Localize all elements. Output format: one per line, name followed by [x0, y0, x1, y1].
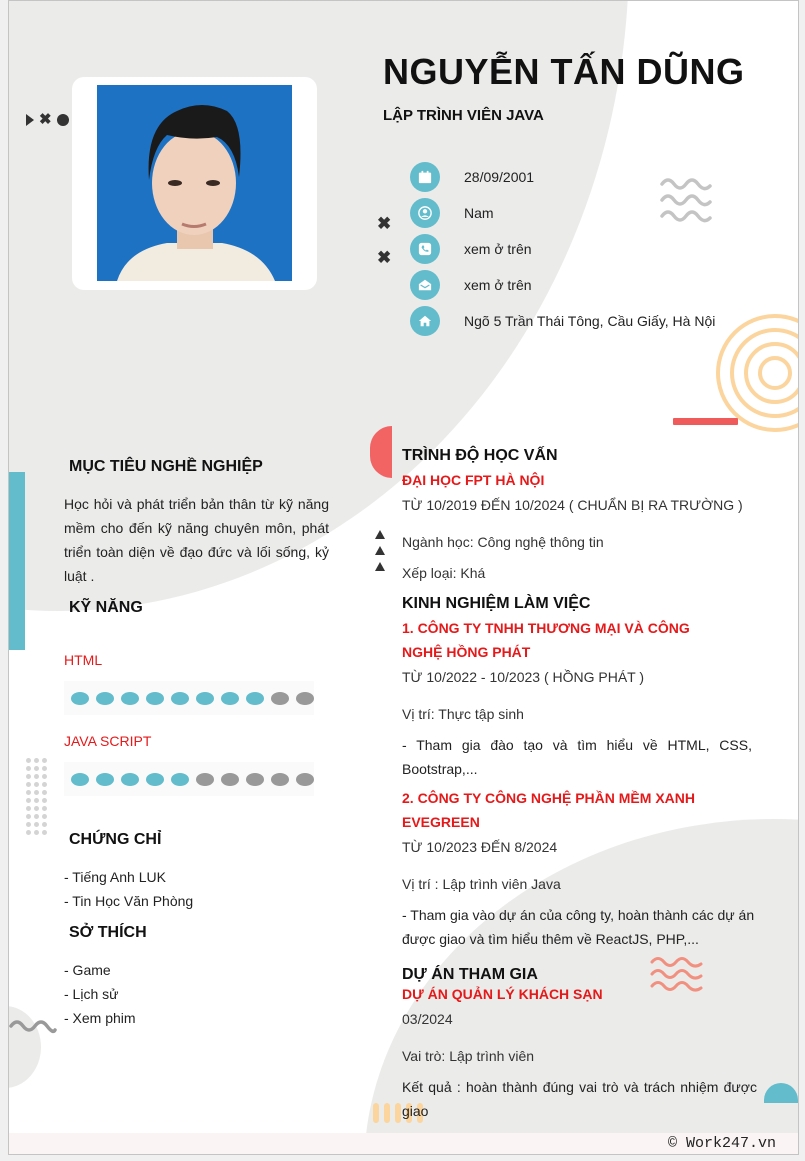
- objective-text: Học hỏi và phát triển bản thân từ kỹ năng mềm cho đến kỹ năng chuyên môn, phát triển toàn diện về đạo đức và lối sống, kỷ luật .: [64, 496, 329, 584]
- decorative-crosses: [377, 215, 391, 266]
- job-position: Vị trí: Thực tập sinh: [402, 706, 524, 722]
- contact-email: [410, 267, 715, 303]
- watermark: © Work247.vn: [667, 1135, 776, 1152]
- certificates-heading: CHỨNG CHỈ: [69, 831, 162, 848]
- projects-heading: DỰ ÁN THAM GIA: [402, 966, 538, 983]
- contact-birthdate: [410, 159, 715, 195]
- candidate-name: NGUYỄN TẤN DŨNG: [383, 51, 745, 92]
- dot-grid-decoration: [26, 758, 47, 835]
- contact-list: [410, 159, 715, 339]
- job-position: Vị trí : Lập trình viên Java: [402, 876, 561, 892]
- education-heading: TRÌNH ĐỘ HỌC VẤN: [402, 447, 558, 464]
- skill-rating-javascript: [64, 762, 314, 796]
- certificate-item: - Tin Học Văn Phòng: [64, 893, 194, 909]
- skills-heading: KỸ NĂNG: [69, 599, 143, 616]
- job-description: - Tham gia đào tạo và tìm hiểu về HTML, CSS, Bootstrap,...: [402, 737, 752, 777]
- user-icon: [410, 198, 440, 228]
- education-period: TỪ 10/2019 ĐẾN 10/2024 ( CHUẨN BỊ RA TRƯỜNG ): [402, 497, 743, 513]
- envelope-icon: [410, 270, 440, 300]
- triangle-icon: [375, 546, 385, 555]
- hobby-item: - Lịch sử: [64, 986, 119, 1002]
- phone-icon: [410, 234, 440, 264]
- decorative-triangles: [375, 530, 385, 571]
- hobbies-heading: SỞ THÍCH: [69, 924, 147, 941]
- calendar-icon: [410, 162, 440, 192]
- job-company: 2. CÔNG TY CÔNG NGHỆ PHẦN MỀM XANH EVEGREEN: [402, 790, 695, 830]
- circle-icon: [57, 114, 69, 126]
- decorative-shapes: [26, 111, 69, 128]
- job-period: TỪ 10/2023 ĐẾN 8/2024: [402, 839, 558, 855]
- address-text: Ngõ 5 Trần Thái Tông, Cầu Giấy, Hà Nội: [464, 313, 716, 329]
- job-period: TỪ 10/2022 - 10/2023 ( HỒNG PHÁT ): [402, 669, 645, 685]
- objective-heading: MỤC TIÊU NGHỀ NGHIỆP: [69, 458, 263, 475]
- cross-icon: ✖: [377, 248, 392, 267]
- contact-gender: [410, 195, 715, 231]
- birthdate-text: 28/09/2001: [464, 169, 535, 185]
- education-major: Ngành học: Công nghệ thông tin: [402, 534, 604, 550]
- experience-heading: KINH NGHIỆM LÀM VIỆC: [402, 595, 591, 612]
- project-name: DỰ ÁN QUẢN LÝ KHÁCH SẠN: [402, 986, 603, 1002]
- wavy-line-icon: [9, 1018, 57, 1043]
- email-text: xem ở trên: [464, 277, 532, 293]
- teal-side-bar: [9, 472, 25, 650]
- project-date: 03/2024: [402, 1011, 453, 1027]
- gender-text: Nam: [464, 205, 494, 221]
- profile-photo: [97, 85, 292, 281]
- education-rank: Xếp loại: Khá: [402, 565, 486, 581]
- home-icon: [410, 306, 440, 336]
- job-description: - Tham gia vào dự án của công ty, hoàn thành các dự án được giao và tìm hiểu thêm về ReactJS, PHP,...: [402, 907, 755, 947]
- cv-page: [8, 0, 799, 1155]
- wavy-lines-icon: [649, 956, 705, 999]
- school-name: ĐẠI HỌC FPT HÀ NỘI: [402, 472, 545, 488]
- skill-rating-html: [64, 681, 314, 715]
- job-company: 1. CÔNG TY TNHH THƯƠNG MẠI VÀ CÔNG NGHỆ HỒNG PHÁT: [402, 620, 690, 660]
- profile-photo-frame: [72, 77, 317, 290]
- cross-icon: ✖: [377, 214, 392, 233]
- triangle-icon: [375, 562, 385, 571]
- concentric-rings-icon: [705, 313, 799, 448]
- triangle-icon: [375, 530, 385, 539]
- footer: [9, 1133, 798, 1154]
- skill-name-javascript: JAVA SCRIPT: [64, 733, 152, 749]
- skill-name-html: HTML: [64, 652, 103, 668]
- job-title: LẬP TRÌNH VIÊN JAVA: [383, 107, 544, 124]
- hobby-item: - Game: [64, 962, 111, 978]
- decorative-red-bar: [673, 418, 738, 425]
- contact-address: [410, 303, 715, 339]
- certificate-item: - Tiếng Anh LUK: [64, 869, 166, 885]
- contact-phone: [410, 231, 715, 267]
- project-role: Vai trò: Lập trình viên: [402, 1048, 535, 1064]
- triangle-icon: [26, 114, 34, 126]
- hobby-item: - Xem phim: [64, 1010, 136, 1026]
- project-result: Kết quả : hoàn thành đúng vai trò và trách nhiệm được giao: [402, 1079, 757, 1119]
- phone-text: xem ở trên: [464, 241, 532, 257]
- cross-icon: ✖: [39, 111, 52, 128]
